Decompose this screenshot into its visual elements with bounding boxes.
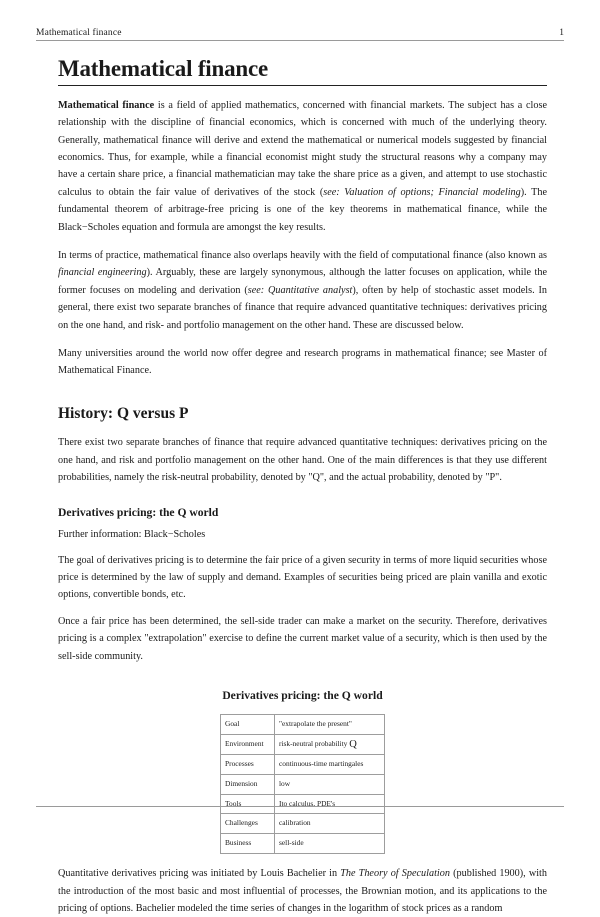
intro-p2-part-b: ). Arguably, these are largely synonymous, although the latter focuses on application, while the former focuses on modeling and derivation ( <box>58 267 547 296</box>
table-cell-value: risk-neutral probability Q <box>275 734 385 754</box>
intro-p2-part-a: In terms of practice, mathematical finance also overlaps heavily with the field of computational finance (also known as <box>58 250 547 261</box>
table-cell-key: Dimension <box>221 774 275 794</box>
closing-italic-title: The Theory of Speculation <box>340 868 450 880</box>
page-footer-rule <box>36 806 564 807</box>
q-world-paragraph-1: The goal of derivatives pricing is to determine the fair price of a given security in terms of more liquid securities whose price is determined by the law of supply and demand. Examples of securities being priced are plain vanilla and exotic options, convertible bonds, etc. <box>58 554 547 601</box>
q-world-table-block <box>58 689 547 854</box>
table-cell-key: Environment <box>221 734 275 754</box>
table-row <box>221 715 385 735</box>
q-symbol: Q <box>349 738 357 750</box>
table-cell-value: sell-side <box>275 834 385 854</box>
subsection-heading-q-world: Derivatives pricing: the Q world <box>58 505 219 519</box>
table-cell-key: Business <box>221 834 275 854</box>
table-row <box>221 734 385 754</box>
header-running-title: Mathematical finance <box>36 28 122 38</box>
intro-p2-part-c: ), often by help of stochastic asset models. In general, there exist two separate branches of finance that require advanced quantitative techniques: derivatives pricing on the one hand, and risk- and portfolio management on the other hand. These are discussed below. <box>58 284 547 331</box>
table-cell-value: low <box>275 774 385 794</box>
table-caption: Derivatives pricing: the Q world <box>222 689 383 702</box>
intro-p1-part-b: ). The fundamental theorem of arbitrage-free pricing is one of the key theorems in mathematical finance, while the Black−Scholes equation and formula are amongst the key results. <box>58 186 547 233</box>
table-cell-value: Ito calculus, PDE's <box>275 794 385 814</box>
table-cell-key: Processes <box>221 754 275 774</box>
table-cell-value: calibration <box>275 814 385 834</box>
closing-part-a: Quantitative derivatives pricing was initiated by Louis Bachelier in <box>58 868 341 880</box>
intro-paragraph-2 <box>58 247 547 334</box>
header-page-number: 1 <box>559 28 564 38</box>
q-world-table <box>220 714 385 854</box>
table-body <box>221 715 385 854</box>
history-paragraph: There exist two separate branches of finance that require advanced quantitative techniques: derivatives pricing on the one hand, and risk and portfolio management on the other hand. One of the main differences is that they use different probabilities, namely the risk-neutral probability, denoted by "Q", and the actual probability, denoted by "P". <box>58 437 547 484</box>
table-cell-value: continuous-time martingales <box>275 754 385 774</box>
further-information-line: Further information: Black−Scholes <box>58 528 206 540</box>
table-row <box>221 834 385 854</box>
table-row <box>221 814 385 834</box>
lead-term: Mathematical finance <box>58 99 155 111</box>
intro-paragraph-1 <box>58 97 547 236</box>
document-body <box>58 56 547 917</box>
table-row <box>221 754 385 774</box>
table-row <box>221 774 385 794</box>
table-row <box>221 794 385 814</box>
table-cell-key: Tools <box>221 794 275 814</box>
closing-part-b: (published 1900), with the introduction of the most basic and most influential of processes, the Brownian motion, and its applications to the pricing of options. Bachelier modeled the time series of changes in the logarithm of stock prices as a random <box>58 868 547 914</box>
page-header <box>36 28 564 41</box>
intro-p2-italic-1: financial engineering <box>58 267 147 279</box>
intro-paragraph-3: Many universities around the world now offer degree and research programs in mathematical finance; see Master of Mathematical Finance. <box>58 348 547 377</box>
intro-p2-italic-2: see: Quantitative analyst <box>247 284 353 296</box>
table-cell-key: Challenges <box>221 814 275 834</box>
closing-paragraph <box>58 865 547 917</box>
section-heading-history: History: Q versus P <box>58 404 189 422</box>
page-title: Mathematical finance <box>58 56 547 86</box>
intro-p1-part-a: is a field of applied mathematics, concerned with financial markets. The subject has a close relationship with the discipline of financial economics, which is concerned with much of the underlying theory. Generally, mathematical finance will derive and extend the mathematical or numerical models suggested by financial economics. Thus, for example, while a financial economist might study the structural reasons why a company may have a certain share price, a financial mathematician may take the share price as a given, and attempt to use stochastic calculus to obtain the fair value of derivatives of the stock ( <box>58 99 547 198</box>
table-cell-value: "extrapolate the present" <box>275 715 385 735</box>
q-world-paragraph-2: Once a fair price has been determined, the sell-side trader can make a market on the security. Therefore, derivatives pricing is a complex "extrapolation" exercise to define the current market value of a security, which is then used by the sell-side community. <box>58 615 547 662</box>
table-cell-key: Goal <box>221 715 275 735</box>
intro-p1-italic: see: Valuation of options; Financial modeling <box>323 186 521 198</box>
